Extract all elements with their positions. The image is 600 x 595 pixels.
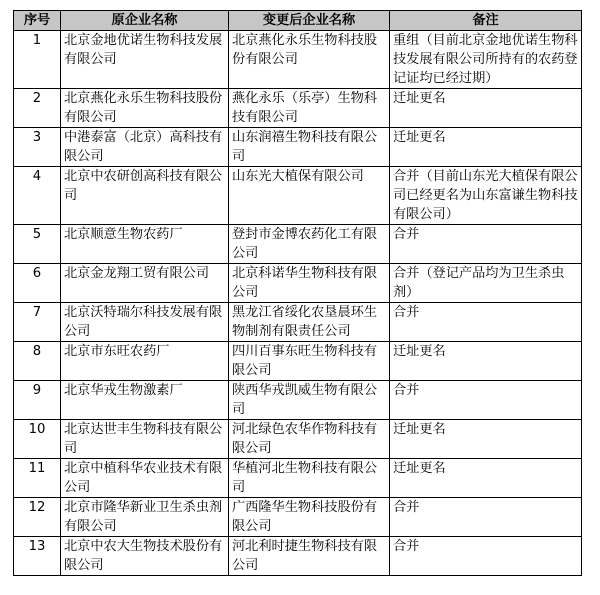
header-note: 备注	[390, 11, 582, 31]
cell-note: 合并（目前山东光大植保有限公司已经更名为山东富谦生物科技有限公司）	[390, 167, 582, 225]
cell-changed-name: 华植河北生物科技有限公司	[229, 459, 390, 498]
cell-changed-name: 山东润禧生物科技有限公司	[229, 128, 390, 167]
cell-original-name: 北京中农研创高科技有限公司	[61, 167, 229, 225]
cell-changed-name: 四川百事东旺生物科技有限公司	[229, 342, 390, 381]
cell-changed-name: 燕化永乐（乐亭）生物科技有限公司	[229, 89, 390, 128]
cell-no: 6	[14, 264, 61, 303]
cell-no: 10	[14, 420, 61, 459]
header-changed-name: 变更后企业名称	[229, 11, 390, 31]
cell-note: 迁址更名	[390, 128, 582, 167]
cell-no: 8	[14, 342, 61, 381]
cell-original-name: 北京金龙翔工贸有限公司	[61, 264, 229, 303]
cell-note: 迁址更名	[390, 89, 582, 128]
cell-original-name: 北京中植科华农业技术有限公司	[61, 459, 229, 498]
cell-no: 3	[14, 128, 61, 167]
cell-changed-name: 北京科诺华生物科技有限公司	[229, 264, 390, 303]
cell-note: 迁址更名	[390, 459, 582, 498]
cell-changed-name: 河北利时捷生物科技有限公司	[229, 537, 390, 576]
cell-no: 12	[14, 498, 61, 537]
cell-note: 合并	[390, 303, 582, 342]
cell-no: 11	[14, 459, 61, 498]
cell-original-name: 北京顺意生物农药厂	[61, 225, 229, 264]
cell-no: 2	[14, 89, 61, 128]
cell-no: 4	[14, 167, 61, 225]
cell-note: 迁址更名	[390, 420, 582, 459]
table-row	[14, 167, 582, 225]
cell-original-name: 北京中农大生物技术股份有限公司	[61, 537, 229, 576]
cell-original-name: 北京市隆华新业卫生杀虫剂有限公司	[61, 498, 229, 537]
cell-changed-name: 北京燕化永乐生物科技股份有限公司	[229, 31, 390, 89]
table-row	[14, 537, 582, 576]
cell-original-name: 北京沃特瑞尔科技发展有限公司	[61, 303, 229, 342]
header-no: 序号	[14, 11, 61, 31]
cell-note: 合并	[390, 498, 582, 537]
cell-no: 13	[14, 537, 61, 576]
cell-note: 合并	[390, 225, 582, 264]
cell-original-name: 北京燕化永乐生物科技股份有限公司	[61, 89, 229, 128]
cell-original-name: 北京华戎生物激素厂	[61, 381, 229, 420]
cell-note: 合并（登记产品均为卫生杀虫剂）	[390, 264, 582, 303]
cell-changed-name: 山东光大植保有限公司	[229, 167, 390, 225]
header-original-name: 原企业名称	[61, 11, 229, 31]
cell-changed-name: 广西隆华生物科技股份有限公司	[229, 498, 390, 537]
table-row	[14, 381, 582, 420]
table-row	[14, 303, 582, 342]
cell-original-name: 北京市东旺农药厂	[61, 342, 229, 381]
company-change-table	[13, 10, 582, 576]
table-row	[14, 459, 582, 498]
cell-note: 迁址更名	[390, 342, 582, 381]
table-row	[14, 264, 582, 303]
table-row	[14, 420, 582, 459]
table-row	[14, 128, 582, 167]
cell-no: 7	[14, 303, 61, 342]
cell-changed-name: 登封市金博农药化工有限公司	[229, 225, 390, 264]
table-row	[14, 31, 582, 89]
table-header-row	[14, 11, 582, 31]
cell-original-name: 北京金地优诺生物科技发展有限公司	[61, 31, 229, 89]
cell-no: 9	[14, 381, 61, 420]
cell-no: 5	[14, 225, 61, 264]
cell-changed-name: 河北绿色农华作物科技有限公司	[229, 420, 390, 459]
cell-no: 1	[14, 31, 61, 89]
table-row	[14, 498, 582, 537]
table-body	[14, 31, 582, 576]
cell-original-name: 中港泰富（北京）高科技有限公司	[61, 128, 229, 167]
cell-note: 合并	[390, 381, 582, 420]
table-row	[14, 342, 582, 381]
cell-note: 重组（目前北京金地优诺生物科技发展有限公司所持有的农药登记证均已经过期）	[390, 31, 582, 89]
cell-changed-name: 黑龙江省绥化农垦晨环生物制剂有限责任公司	[229, 303, 390, 342]
table-row	[14, 225, 582, 264]
cell-note: 合并	[390, 537, 582, 576]
cell-changed-name: 陕西华戎凯威生物有限公司	[229, 381, 390, 420]
table-row	[14, 89, 582, 128]
cell-original-name: 北京达世丰生物科技有限公司	[61, 420, 229, 459]
